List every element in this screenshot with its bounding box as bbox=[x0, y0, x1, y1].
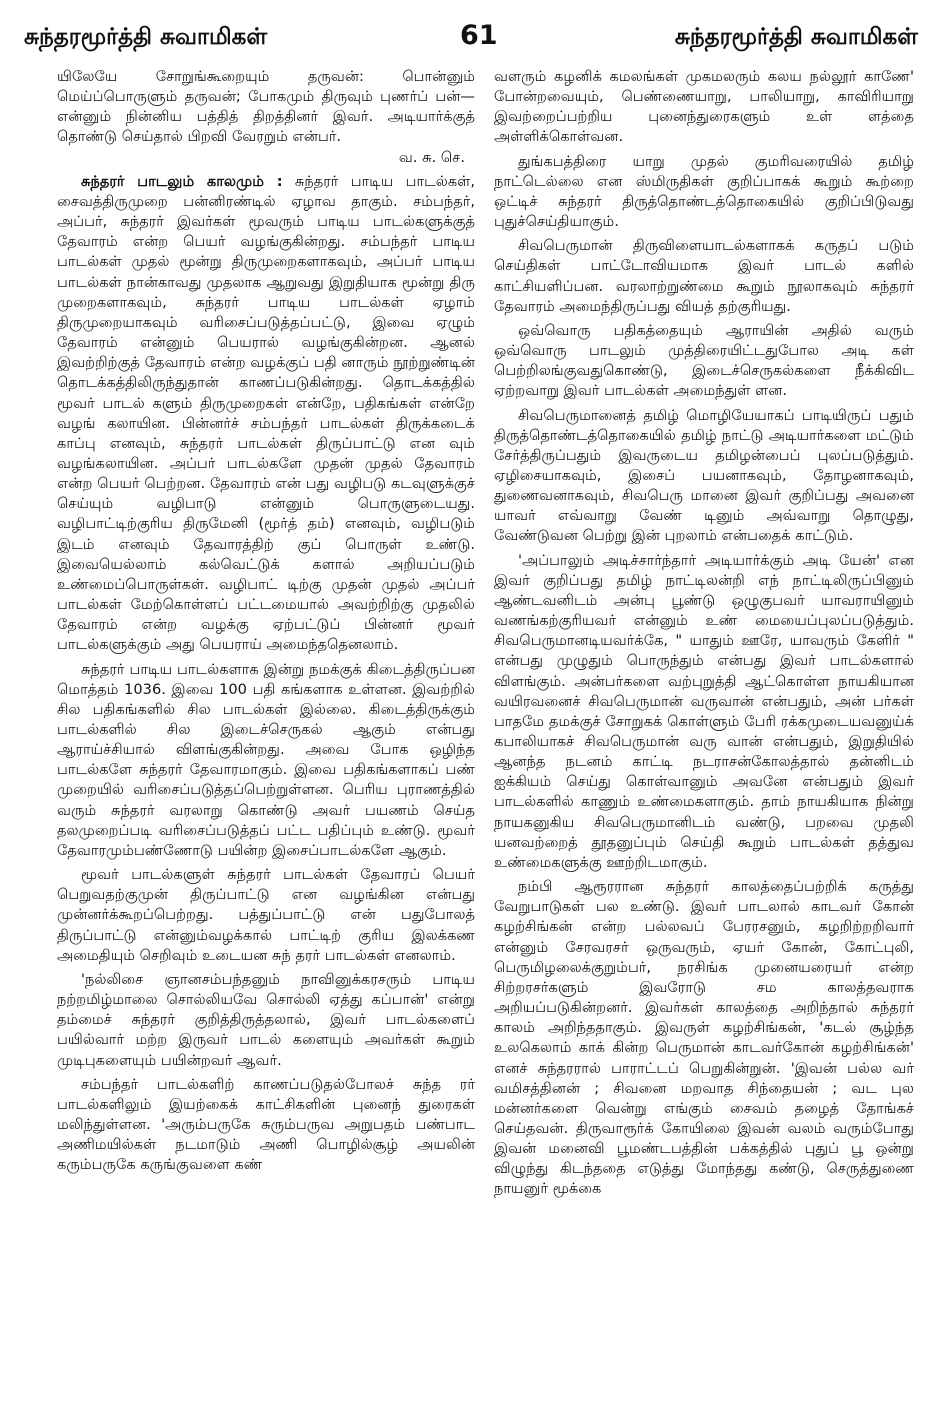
left-column bbox=[57, 67, 475, 1365]
right-column bbox=[494, 67, 914, 1365]
page-header bbox=[24, 20, 918, 60]
paragraph: மூவர் பாடல்களுள் சுந்தரர் பாடல்கள் தேவாரப் பெயர் பெறுவதற்குமுன் திருப்பாட்டு என வழங்கின என்பது முன்னர்க்கூறப்பெற்றது. பத்துப்பாட்டு என் பதுபோலத் திருப்பாட்டு என்னும்வழக்கால் பாட்டிற் குரிய இலக்கண அமைதியும் செறிவும் உடையன சுந் தரர் பாடல்கள் எனலாம். bbox=[57, 866, 475, 964]
paragraph: ஒவ்வொரு பதிகத்தையும் ஆராயின் அதில் வரும் ஒவ்வொரு பாடலும் முத்திரையிட்டதுபோல அடி கள் பெற்றிலங்குவதுகொண்டு, இடைச்செருகல்களை நீக்கிவிட ஏற்றவாறு இவர் பாடல்கள் அமைந்துள் ளன. bbox=[494, 321, 914, 400]
paragraph: வளரும் கழனிக் கமலங்கள் முகமலரும் கலய நல்லூர் காணே' போன்றவையும், பெண்ணையாறு, பாலியாறு, காவிரியாறு இவற்றைப்பற்றிய புனைந்துரைகளும் உள் ளத்தை அள்ளிக்கொள்வன. bbox=[494, 68, 914, 146]
author-signature: வ. சு. செ. bbox=[398, 148, 465, 166]
running-title-right: சுந்தரமூர்த்தி சுவாமிகள் bbox=[674, 24, 918, 50]
paragraph: நம்பி ஆரூரரான சுந்தரர் காலத்தைப்பற்றிக் கருத்து வேறுபாடுகள் பல உண்டு. இவர் பாடலால் காடவர் கோன் கழற்சிங்கன் என்ற பல்லவப் பேரரசனும், கழறிற்றறிவார் என்னும் சேரவரசர் ஒருவரும், ஏயர் கோன், கோட்புலி, பெருமிழலைக்குறும்பர், நரசிங்க முனையரையர் என்ற சிற்றரசர்களும் இவரோடு சம காலத்தவராக அறியப்படுகின்றனர். இவர்கள் காலத்தை அறிந்தால் சுந்தரர் காலம் அறிந்ததாகும். இவருள் கழற்சிங்கன், 'கடல் சூழ்ந்த உலகெலாம் காக் கின்ற பெருமான் காடவர்கோன் கழற்சிங்கன்' எனச் சுந்தரரால் பாராட்டப் பெறுகின்றுன். 'இவன் பல்ல வர் வமிசத்தினன் ; சிவனை மறவாத சிந்தையன் ; வட புல மன்னர்களை வென்று எங்கும் சைவம் தழைத் தோங்கச் செய்தவன். திருவாரூர்க் கோயிலை இவன் வலம் வரும்போது இவன் மனைவி பூமண்டபத்தின் பக்கத்தில் புதுப் பூ ஒன்று விழுந்து கிடந்ததை எடுத்து மோந்தது கண்டு, செருத்துணை நாயனுர் மூக்கை bbox=[494, 878, 914, 1198]
running-title-left: சுந்தரமூர்த்தி சுவாமிகள் bbox=[24, 24, 268, 50]
paragraph: துங்கபத்திரை யாறு முதல் குமரிவரையில் தமிழ் நாட்டெல்லை என ஸ்மிருதிகள் குறிப்பாகக் கூறும் கூற்றை ஒட்டிச் சுந்தரர் திருத்தொண்டத்தொகையில் குறிப்பிடுவது புதுச்செய்தியாகும். bbox=[494, 152, 914, 231]
paragraph: சுந்தரர் பாடிய பாடல்களாக இன்று நமக்குக் கிடைத்திருப்பன மொத்தம் 1036. இவை 100 பதி கங்களாக உள்ளன. இவற்றில் சில பதிகங்களில் சில பாடல்கள் இல்லை. கிடைத்திருக்கும் பாடல்களில் சில இடைச்செருகல் ஆகும் என்பது ஆராய்ச்சியால் விளங்குகின்றது. அவை போக ஒழிந்த பாடல்களே சுந்தரர் தேவாரமாகும். இவை பதிகங்களாகப் பண் முறையில் வரிசைப்படுத்தப்பெற்றுள்ளன. பெரிய புராணத்தில் வரும் சுந்தரர் வரலாறு கொண்டு அவர் பயணம் செய்த தலமுறைப்படி வரிசைப்படுத்தப் பட்ட பதிப்பும் உண்டு. மூவர் தேவாரமும்பண்ணோடு பயின்ற இசைப்பாடல்களே ஆகும். bbox=[57, 660, 475, 859]
paragraph: சிவபெருமான் திருவிளையாடல்களாகக் கருதப் படும் செய்திகள் பாட்டோவியமாக இவர் பாடல் களில் காட்சியளிப்பன. வரலாற்றுண்மை கூறும் நூலாகவும் சுந்தரர் தேவாரம் அமைந்திருப்பது வியத் தற்குரியது. bbox=[494, 237, 914, 315]
paragraph: 'அப்பாலும் அடிச்சார்ந்தார் அடியார்க்கும் அடி யேன்' என இவர் குறிப்பது தமிழ் நாட்டிலன்றி எந் நாட்டிலிருப்பினும் ஆண்டவனிடம் அன்பு பூண்டு ஒழுகுபவர் யாவராயினும் வணங்கற்குரியவர் என்னும் உண் மையைப்புலப்படுத்தும். சிவபெருமானடியவர்க்கே, " யாதும் ஊரே, யாவரும் கேளிர் " என்பது முழுதும் பொருந்தும் என்பது இவர் பாடல்களால் விளங்கும். அன்பர்களை வற்புறுத்தி ஆட்கொள்ள நாயகியான வயிரவனைச் சிவபெருமான் வருவான் என்பதும், அன் பர்கள் பாதமே தமக்குச் சோறுகக் கொள்ளும் பேரி ரக்கமுடையவனுய்க் கபாலியாகச் சிவபெருமான் வரு வான் என்பதும், இறுதியில் ஆனந்த நடனம் காட்டி நடராசன்கோலத்தால் தன்னிடம் ஐக்கியம் செய்து கொள்வானும் அவனே என்பதும் இவர் பாடல்களில் காணும் உண்மைகளாகும். தாம் நாயகியாக நின்று நாயகனுகிய சிவபெருமானிடம் வண்டு, பறவை முதலி யனவற்றைத் தூதனுப்பும் செய்தி கூறும் பாடல்கள் தத்துவ உண்மைகளுக்கு ஊற்றிடமாகும். bbox=[494, 551, 914, 871]
section-heading: சுந்தரர் பாடலும் காலமும் : bbox=[81, 172, 283, 190]
paragraph: யிலேயே சோறுங்கூறையும் தருவன்: பொன்னும் மெய்ப்பொருளும் தருவன்; போகமும் திருவும் புணர்ப் பன்—என்னும் நின்னிய பத்தித் திறத்தினர் இவர். அடியார்க்குத் தொண்டு செய்தால் பிறவி வேரறும் என்பர். bbox=[57, 68, 475, 146]
paragraph: 'நல்லிசை ஞானசம்பந்தனும் நாவினுக்கரசரும் பாடிய நற்றமிழ்மாலை சொல்லியவே சொல்லி ஏத்து கப்பான்' என்று தம்மைச் சுந்தரர் குறித்திருத்தலால், இவர் பாடல்களைப் பயில்வார் மற்ற இருவர் பாடல் களையும் அவர்கள் கூறும் முடிபுகளையும் பயின்றவர் ஆவர். bbox=[57, 970, 475, 1069]
paragraph-text: சுந்தரர் பாடிய பாடல்கள், சைவத்திருமுறை பன்னிரண்டில் ஏழாவ தாகும். சம்பந்தர், அப்பர், சுந்தரர் இவர்கள் மூவரும் பாடிய பாடல்களுக்குத் தேவாரம் என்ற பெயர் வழங்குகின்றது. சம்பந்தர் பாடிய பாடல்கள் முதல் மூன்று திருமுறைகளாகவும், அப்பர் பாடிய பாடல்கள் நான்காவது முதலாக ஆறுவது இறுதியாக மூன்று திரு முறைகளாகவும், சுந்தரர் பாடிய பாடல்கள் ஏழாம் திருமுறையாகவும் வரிசைப்படுத்தப்பட்டு, இவை ஏழும் தேவாரம் என்னும் பெயரால் வழங்குகின்றன. ஆனல் இவற்றிற்குத் தேவாரம் என்ற வழக்குப் பதி னாரும் நூற்றுண்டின் தொடக்கத்திலிருந்துதான் காணப்படுகின்றது. தொடக்கத்தில் மூவர் பாடல் களும் திருமுறைகள் என்றே, பதிகங்கள் என்றே வழங் கலாயின. பின்னர்ச் சம்பந்தர் பாடல்கள் திருக்கடைக் காப்பு எனவும், சுந்தரர் பாடல்கள் திருப்பாட்டு என வும் வழங்கலாயின. அப்பர் பாடல்களே முதன் முதல் தேவாரம் என்ற பெயர் பெற்றன. தேவாரம் என் பது வழிபடு கடவுளுக்குச் செய்யும் வழிபாடு என்னும் பொருளுடையது. வழிபாட்டிற்குரிய திருமேனி (மூர்த் தம்) எனவும், வழிபடும் இடம் எனவும் தேவாரத்திற் குப் பொருள் உண்டு. இவையெல்லாம் கல்வெட்டுக் களால் அறியப்படும் உண்மைப்பொருள்கள். வழிபாட் டிற்கு முதன் முதல் அப்பர் பாடல்கள் மேற்கொள்ளப் பட்டமையால் அவற்றிற்கு முதலில் தேவாரம் என்ற வழக்கு ஏற்பட்டுப் பின்னர் மூவர் பாடல்களுக்கும் அது பெயராய் அமைந்ததெனலாம். bbox=[57, 172, 475, 654]
page-number: 61 bbox=[460, 20, 498, 51]
paragraph: சம்பந்தர் பாடல்களிற் காணப்படுதல்போலச் சுந்த ரர் பாடல்களிலும் இயற்கைக் காட்சிகளின் புனைந் துரைகள் மலிந்துள்ளன. 'அரும்பருகே சுரும்பருவ அறுபதம் பண்பாட அணிமயில்கள் நடமாடும் அணி பொழில்சூழ் அயலின் கரும்பருகே கருங்குவளை கண் bbox=[57, 1075, 475, 1174]
paragraph: சிவபெருமானைத் தமிழ் மொழியேயாகப் பாடியிருப் பதும் திருத்தொண்டத்தொகையில் தமிழ் நாட்டு அடியார்களை மட்டும் சேர்த்திருப்பதும் இவருடைய தமிழன்பைப் புலப்படுத்தும். ஏழிசையாகவும், இசைப் பயனாகவும், தோழனாகவும், துணைவனாகவும், சிவபெரு மானை இவர் குறிப்பது அவனை யாவர் எவ்வாறு வேண் டினும் அவ்வாறு தொழுது, வேண்டுவன பெற்று இன் புறலாம் என்பதைக் காட்டும். bbox=[494, 406, 914, 545]
section-paragraph bbox=[57, 172, 475, 656]
